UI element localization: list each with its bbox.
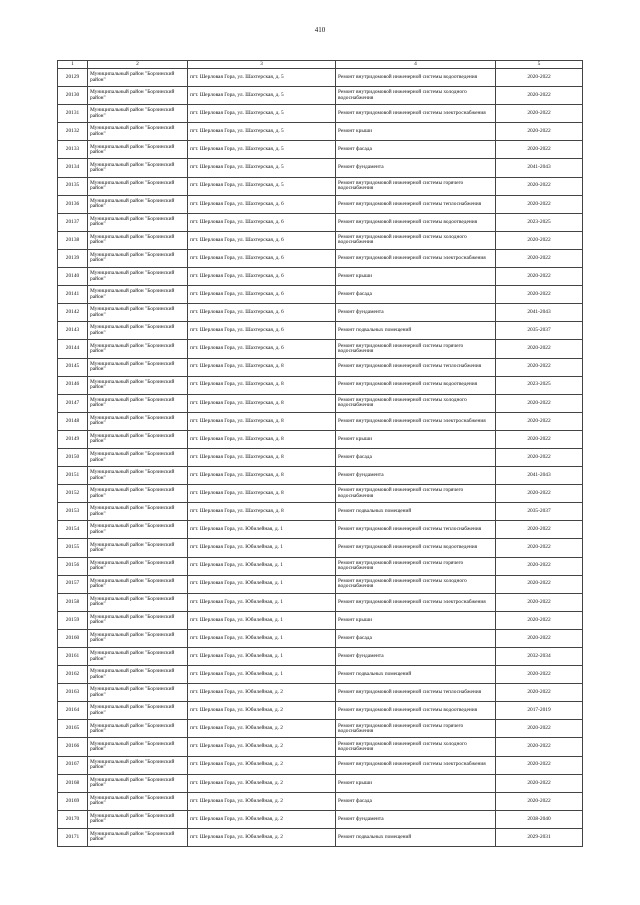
row-number-cell: 20155 <box>58 539 88 557</box>
period-cell: 2020-2022 <box>496 485 583 503</box>
address-cell: пгт. Шерловая Гора, ул. Юбилейная, д. 1 <box>188 575 336 593</box>
table-row <box>58 593 583 611</box>
address-cell: пгт. Шерловая Гора, ул. Шахтерская, д. 6 <box>188 286 336 304</box>
municipality-cell: Муниципальный район "Борзинский район" <box>88 593 188 611</box>
period-cell: 2041-2043 <box>496 467 583 485</box>
repair-schedule-table <box>57 60 583 847</box>
work-type-cell: Ремонт внутридомовой инженерной системы электроснабжения <box>336 249 496 267</box>
work-type-cell: Ремонт внутридомовой инженерной системы горячего водоснабжения <box>336 340 496 358</box>
row-number-cell: 20162 <box>58 666 88 684</box>
municipality-cell: Муниципальный район "Борзинский район" <box>88 575 188 593</box>
row-number-cell: 20157 <box>58 575 88 593</box>
address-cell: пгт. Шерловая Гора, ул. Шахтерская, д. 6 <box>188 249 336 267</box>
address-cell: пгт. Шерловая Гора, ул. Юбилейная, д. 2 <box>188 828 336 846</box>
address-cell: пгт. Шерловая Гора, ул. Шахтерская, д. 6 <box>188 231 336 249</box>
work-type-cell: Ремонт крыши <box>336 611 496 629</box>
period-cell: 2020-2022 <box>496 249 583 267</box>
row-number-cell: 20147 <box>58 394 88 412</box>
municipality-cell: Муниципальный район "Борзинский район" <box>88 539 188 557</box>
table-row <box>58 249 583 267</box>
work-type-cell: Ремонт внутридомовой инженерной системы электроснабжения <box>336 593 496 611</box>
address-cell: пгт. Шерловая Гора, ул. Шахтерская, д. 8 <box>188 448 336 466</box>
column-header: 5 <box>496 61 583 69</box>
table-row <box>58 648 583 666</box>
municipality-cell: Муниципальный район "Борзинский район" <box>88 774 188 792</box>
address-cell: пгт. Шерловая Гора, ул. Шахтерская, д. 6 <box>188 195 336 213</box>
work-type-cell: Ремонт подвальных помещений <box>336 322 496 340</box>
municipality-cell: Муниципальный район "Борзинский район" <box>88 268 188 286</box>
row-number-cell: 20170 <box>58 810 88 828</box>
address-cell: пгт. Шерловая Гора, ул. Юбилейная, д. 2 <box>188 702 336 720</box>
table-row <box>58 394 583 412</box>
row-number-cell: 20135 <box>58 177 88 195</box>
municipality-cell: Муниципальный район "Борзинский район" <box>88 249 188 267</box>
table-row <box>58 231 583 249</box>
table-row <box>58 720 583 738</box>
municipality-cell: Муниципальный район "Борзинский район" <box>88 684 188 702</box>
address-cell: пгт. Шерловая Гора, ул. Шахтерская, д. 8 <box>188 412 336 430</box>
period-cell: 2017-2019 <box>496 702 583 720</box>
work-type-cell: Ремонт фундамента <box>336 304 496 322</box>
table-row <box>58 322 583 340</box>
row-number-cell: 20153 <box>58 503 88 521</box>
row-number-cell: 20152 <box>58 485 88 503</box>
row-number-cell: 20129 <box>58 69 88 87</box>
table-row <box>58 286 583 304</box>
row-number-cell: 20149 <box>58 430 88 448</box>
work-type-cell: Ремонт внутридомовой инженерной системы электроснабжения <box>336 412 496 430</box>
municipality-cell: Муниципальный район "Борзинский район" <box>88 738 188 756</box>
table-row <box>58 738 583 756</box>
address-cell: пгт. Шерловая Гора, ул. Шахтерская, д. 5 <box>188 141 336 159</box>
row-number-cell: 20161 <box>58 648 88 666</box>
period-cell: 2020-2022 <box>496 195 583 213</box>
column-header: 2 <box>88 61 188 69</box>
work-type-cell: Ремонт внутридомовой инженерной системы водоотведения <box>336 69 496 87</box>
period-cell: 2020-2022 <box>496 412 583 430</box>
municipality-cell: Муниципальный район "Борзинский район" <box>88 69 188 87</box>
address-cell: пгт. Шерловая Гора, ул. Юбилейная, д. 1 <box>188 593 336 611</box>
table-row <box>58 123 583 141</box>
period-cell: 2020-2022 <box>496 611 583 629</box>
table-row <box>58 629 583 647</box>
period-cell: 2020-2022 <box>496 575 583 593</box>
municipality-cell: Муниципальный район "Борзинский район" <box>88 340 188 358</box>
row-number-cell: 20132 <box>58 123 88 141</box>
table-row <box>58 684 583 702</box>
row-number-cell: 20145 <box>58 358 88 376</box>
address-cell: пгт. Шерловая Гора, ул. Шахтерская, д. 5 <box>188 69 336 87</box>
period-cell: 2020-2022 <box>496 123 583 141</box>
table-row <box>58 177 583 195</box>
address-cell: пгт. Шерловая Гора, ул. Юбилейная, д. 2 <box>188 810 336 828</box>
address-cell: пгт. Шерловая Гора, ул. Шахтерская, д. 8 <box>188 467 336 485</box>
work-type-cell: Ремонт крыши <box>336 774 496 792</box>
municipality-cell: Муниципальный район "Борзинский район" <box>88 159 188 177</box>
work-type-cell: Ремонт внутридомовой инженерной системы теплоснабжения <box>336 195 496 213</box>
municipality-cell: Муниципальный район "Борзинский район" <box>88 430 188 448</box>
row-number-cell: 20137 <box>58 213 88 231</box>
work-type-cell: Ремонт фасада <box>336 629 496 647</box>
address-cell: пгт. Шерловая Гора, ул. Юбилейная, д. 1 <box>188 539 336 557</box>
row-number-cell: 20133 <box>58 141 88 159</box>
table-row <box>58 69 583 87</box>
municipality-cell: Муниципальный район "Борзинский район" <box>88 629 188 647</box>
municipality-cell: Муниципальный район "Борзинский район" <box>88 358 188 376</box>
work-type-cell: Ремонт подвальных помещений <box>336 666 496 684</box>
address-cell: пгт. Шерловая Гора, ул. Юбилейная, д. 2 <box>188 720 336 738</box>
work-type-cell: Ремонт фундамента <box>336 467 496 485</box>
address-cell: пгт. Шерловая Гора, ул. Шахтерская, д. 6 <box>188 340 336 358</box>
work-type-cell: Ремонт фундамента <box>336 648 496 666</box>
period-cell: 2032-2034 <box>496 648 583 666</box>
table-row <box>58 557 583 575</box>
row-number-cell: 20131 <box>58 105 88 123</box>
period-cell: 2020-2022 <box>496 69 583 87</box>
period-cell: 2041-2043 <box>496 159 583 177</box>
work-type-cell: Ремонт фасада <box>336 792 496 810</box>
table-header-row <box>58 61 583 69</box>
period-cell: 2020-2022 <box>496 105 583 123</box>
row-number-cell: 20158 <box>58 593 88 611</box>
municipality-cell: Муниципальный район "Борзинский район" <box>88 231 188 249</box>
period-cell: 2041-2043 <box>496 304 583 322</box>
table-row <box>58 358 583 376</box>
work-type-cell: Ремонт подвальных помещений <box>336 828 496 846</box>
row-number-cell: 20143 <box>58 322 88 340</box>
period-cell: 2020-2022 <box>496 177 583 195</box>
period-cell: 2020-2022 <box>496 539 583 557</box>
period-cell: 2020-2022 <box>496 557 583 575</box>
table-row <box>58 503 583 521</box>
table-row <box>58 702 583 720</box>
address-cell: пгт. Шерловая Гора, ул. Шахтерская, д. 6 <box>188 268 336 286</box>
row-number-cell: 20141 <box>58 286 88 304</box>
row-number-cell: 20160 <box>58 629 88 647</box>
row-number-cell: 20140 <box>58 268 88 286</box>
address-cell: пгт. Шерловая Гора, ул. Шахтерская, д. 8 <box>188 394 336 412</box>
table-row <box>58 340 583 358</box>
row-number-cell: 20134 <box>58 159 88 177</box>
municipality-cell: Муниципальный район "Борзинский район" <box>88 195 188 213</box>
municipality-cell: Муниципальный район "Борзинский район" <box>88 412 188 430</box>
municipality-cell: Муниципальный район "Борзинский район" <box>88 394 188 412</box>
row-number-cell: 20163 <box>58 684 88 702</box>
row-number-cell: 20151 <box>58 467 88 485</box>
period-cell: 2029-2031 <box>496 828 583 846</box>
address-cell: пгт. Шерловая Гора, ул. Юбилейная, д. 1 <box>188 611 336 629</box>
address-cell: пгт. Шерловая Гора, ул. Шахтерская, д. 8 <box>188 503 336 521</box>
address-cell: пгт. Шерловая Гора, ул. Юбилейная, д. 2 <box>188 792 336 810</box>
work-type-cell: Ремонт подвальных помещений <box>336 503 496 521</box>
work-type-cell: Ремонт внутридомовой инженерной системы холодного водоснабжения <box>336 575 496 593</box>
period-cell: 2020-2022 <box>496 521 583 539</box>
municipality-cell: Муниципальный район "Борзинский район" <box>88 448 188 466</box>
table-body <box>58 69 583 847</box>
municipality-cell: Муниципальный район "Борзинский район" <box>88 467 188 485</box>
municipality-cell: Муниципальный район "Борзинский район" <box>88 177 188 195</box>
municipality-cell: Муниципальный район "Борзинский район" <box>88 123 188 141</box>
work-type-cell: Ремонт фундамента <box>336 159 496 177</box>
work-type-cell: Ремонт внутридомовой инженерной системы холодного водоснабжения <box>336 394 496 412</box>
municipality-cell: Муниципальный район "Борзинский район" <box>88 756 188 774</box>
address-cell: пгт. Шерловая Гора, ул. Шахтерская, д. 5 <box>188 177 336 195</box>
municipality-cell: Муниципальный район "Борзинский район" <box>88 648 188 666</box>
municipality-cell: Муниципальный район "Борзинский район" <box>88 611 188 629</box>
period-cell: 2020-2022 <box>496 340 583 358</box>
row-number-cell: 20156 <box>58 557 88 575</box>
address-cell: пгт. Шерловая Гора, ул. Шахтерская, д. 8 <box>188 358 336 376</box>
address-cell: пгт. Шерловая Гора, ул. Юбилейная, д. 2 <box>188 684 336 702</box>
municipality-cell: Муниципальный район "Борзинский район" <box>88 702 188 720</box>
column-header: 1 <box>58 61 88 69</box>
table-row <box>58 810 583 828</box>
table-row <box>58 467 583 485</box>
municipality-cell: Муниципальный район "Борзинский район" <box>88 213 188 231</box>
municipality-cell: Муниципальный район "Борзинский район" <box>88 87 188 105</box>
table-row <box>58 412 583 430</box>
period-cell: 2020-2022 <box>496 268 583 286</box>
work-type-cell: Ремонт внутридомовой инженерной системы теплоснабжения <box>336 684 496 702</box>
work-type-cell: Ремонт внутридомовой инженерной системы водоотведения <box>336 539 496 557</box>
work-type-cell: Ремонт внутридомовой инженерной системы электроснабжения <box>336 105 496 123</box>
address-cell: пгт. Шерловая Гора, ул. Юбилейная, д. 2 <box>188 756 336 774</box>
municipality-cell: Муниципальный район "Борзинский район" <box>88 666 188 684</box>
table-row <box>58 430 583 448</box>
period-cell: 2020-2022 <box>496 666 583 684</box>
table-row <box>58 756 583 774</box>
row-number-cell: 20142 <box>58 304 88 322</box>
table-row <box>58 141 583 159</box>
address-cell: пгт. Шерловая Гора, ул. Юбилейная, д. 2 <box>188 774 336 792</box>
period-cell: 2020-2022 <box>496 358 583 376</box>
table-row <box>58 268 583 286</box>
table-row <box>58 105 583 123</box>
address-cell: пгт. Шерловая Гора, ул. Шахтерская, д. 5 <box>188 105 336 123</box>
row-number-cell: 20169 <box>58 792 88 810</box>
row-number-cell: 20165 <box>58 720 88 738</box>
address-cell: пгт. Шерловая Гора, ул. Шахтерская, д. 8 <box>188 485 336 503</box>
row-number-cell: 20164 <box>58 702 88 720</box>
address-cell: пгт. Шерловая Гора, ул. Шахтерская, д. 6 <box>188 304 336 322</box>
address-cell: пгт. Шерловая Гора, ул. Шахтерская, д. 5 <box>188 159 336 177</box>
row-number-cell: 20150 <box>58 448 88 466</box>
period-cell: 2020-2022 <box>496 394 583 412</box>
period-cell: 2020-2022 <box>496 720 583 738</box>
table-row <box>58 611 583 629</box>
period-cell: 2020-2022 <box>496 448 583 466</box>
period-cell: 2020-2022 <box>496 792 583 810</box>
work-type-cell: Ремонт внутридомовой инженерной системы горячего водоснабжения <box>336 557 496 575</box>
row-number-cell: 20154 <box>58 521 88 539</box>
work-type-cell: Ремонт фасада <box>336 448 496 466</box>
period-cell: 2020-2022 <box>496 231 583 249</box>
work-type-cell: Ремонт внутридомовой инженерной системы теплоснабжения <box>336 521 496 539</box>
column-header: 3 <box>188 61 336 69</box>
table-row <box>58 448 583 466</box>
table-row <box>58 575 583 593</box>
work-type-cell: Ремонт крыши <box>336 430 496 448</box>
table-row <box>58 521 583 539</box>
work-type-cell: Ремонт внутридомовой инженерной системы электроснабжения <box>336 756 496 774</box>
municipality-cell: Муниципальный район "Борзинский район" <box>88 792 188 810</box>
period-cell: 2020-2022 <box>496 87 583 105</box>
work-type-cell: Ремонт внутридомовой инженерной системы водоотведения <box>336 213 496 231</box>
period-cell: 2020-2022 <box>496 286 583 304</box>
municipality-cell: Муниципальный район "Борзинский район" <box>88 485 188 503</box>
row-number-cell: 20136 <box>58 195 88 213</box>
row-number-cell: 20144 <box>58 340 88 358</box>
row-number-cell: 20168 <box>58 774 88 792</box>
table-row <box>58 774 583 792</box>
table-row <box>58 792 583 810</box>
period-cell: 2020-2022 <box>496 629 583 647</box>
address-cell: пгт. Шерловая Гора, ул. Юбилейная, д. 1 <box>188 557 336 575</box>
column-header: 4 <box>336 61 496 69</box>
municipality-cell: Муниципальный район "Борзинский район" <box>88 810 188 828</box>
work-type-cell: Ремонт внутридомовой инженерной системы водоотведения <box>336 702 496 720</box>
municipality-cell: Муниципальный район "Борзинский район" <box>88 503 188 521</box>
work-type-cell: Ремонт внутридомовой инженерной системы теплоснабжения <box>336 358 496 376</box>
period-cell: 2020-2022 <box>496 430 583 448</box>
period-cell: 2020-2022 <box>496 684 583 702</box>
table-row <box>58 159 583 177</box>
work-type-cell: Ремонт внутридомовой инженерной системы горячего водоснабжения <box>336 485 496 503</box>
row-number-cell: 20171 <box>58 828 88 846</box>
address-cell: пгт. Шерловая Гора, ул. Юбилейная, д. 1 <box>188 648 336 666</box>
municipality-cell: Муниципальный район "Борзинский район" <box>88 376 188 394</box>
period-cell: 2020-2022 <box>496 756 583 774</box>
work-type-cell: Ремонт внутридомовой инженерной системы холодного водоснабжения <box>336 738 496 756</box>
row-number-cell: 20167 <box>58 756 88 774</box>
municipality-cell: Муниципальный район "Борзинский район" <box>88 322 188 340</box>
period-cell: 2020-2022 <box>496 141 583 159</box>
work-type-cell: Ремонт внутридомовой инженерной системы холодного водоснабжения <box>336 231 496 249</box>
row-number-cell: 20166 <box>58 738 88 756</box>
period-cell: 2035-2037 <box>496 322 583 340</box>
period-cell: 2020-2022 <box>496 593 583 611</box>
work-type-cell: Ремонт крыши <box>336 268 496 286</box>
address-cell: пгт. Шерловая Гора, ул. Юбилейная, д. 2 <box>188 738 336 756</box>
address-cell: пгт. Шерловая Гора, ул. Юбилейная, д. 1 <box>188 666 336 684</box>
address-cell: пгт. Шерловая Гора, ул. Шахтерская, д. 8 <box>188 376 336 394</box>
municipality-cell: Муниципальный район "Борзинский район" <box>88 557 188 575</box>
period-cell: 2035-2037 <box>496 503 583 521</box>
work-type-cell: Ремонт внутридомовой инженерной системы горячего водоснабжения <box>336 720 496 738</box>
municipality-cell: Муниципальный район "Борзинский район" <box>88 521 188 539</box>
municipality-cell: Муниципальный район "Борзинский район" <box>88 828 188 846</box>
municipality-cell: Муниципальный район "Борзинский район" <box>88 105 188 123</box>
row-number-cell: 20146 <box>58 376 88 394</box>
address-cell: пгт. Шерловая Гора, ул. Шахтерская, д. 8 <box>188 430 336 448</box>
address-cell: пгт. Шерловая Гора, ул. Шахтерская, д. 5 <box>188 87 336 105</box>
work-type-cell: Ремонт крыши <box>336 123 496 141</box>
table-row <box>58 485 583 503</box>
table-row <box>58 828 583 846</box>
address-cell: пгт. Шерловая Гора, ул. Шахтерская, д. 5 <box>188 123 336 141</box>
work-type-cell: Ремонт внутридомовой инженерной системы горячего водоснабжения <box>336 177 496 195</box>
period-cell: 2020-2022 <box>496 774 583 792</box>
period-cell: 2023-2025 <box>496 376 583 394</box>
row-number-cell: 20130 <box>58 87 88 105</box>
table-row <box>58 213 583 231</box>
page-number: 410 <box>314 26 326 34</box>
table-row <box>58 87 583 105</box>
work-type-cell: Ремонт внутридомовой инженерной системы водоотведения <box>336 376 496 394</box>
period-cell: 2038-2040 <box>496 810 583 828</box>
table-row <box>58 195 583 213</box>
address-cell: пгт. Шерловая Гора, ул. Шахтерская, д. 6 <box>188 322 336 340</box>
row-number-cell: 20159 <box>58 611 88 629</box>
address-cell: пгт. Шерловая Гора, ул. Юбилейная, д. 1 <box>188 629 336 647</box>
row-number-cell: 20138 <box>58 231 88 249</box>
address-cell: пгт. Шерловая Гора, ул. Юбилейная, д. 1 <box>188 521 336 539</box>
municipality-cell: Муниципальный район "Борзинский район" <box>88 141 188 159</box>
table-row <box>58 304 583 322</box>
municipality-cell: Муниципальный район "Борзинский район" <box>88 286 188 304</box>
municipality-cell: Муниципальный район "Борзинский район" <box>88 304 188 322</box>
row-number-cell: 20139 <box>58 249 88 267</box>
table-row <box>58 376 583 394</box>
work-type-cell: Ремонт фундамента <box>336 810 496 828</box>
period-cell: 2020-2022 <box>496 738 583 756</box>
work-type-cell: Ремонт внутридомовой инженерной системы холодного водоснабжения <box>336 87 496 105</box>
table-row <box>58 666 583 684</box>
period-cell: 2023-2025 <box>496 213 583 231</box>
table-row <box>58 539 583 557</box>
row-number-cell: 20148 <box>58 412 88 430</box>
municipality-cell: Муниципальный район "Борзинский район" <box>88 720 188 738</box>
address-cell: пгт. Шерловая Гора, ул. Шахтерская, д. 6 <box>188 213 336 231</box>
work-type-cell: Ремонт фасада <box>336 286 496 304</box>
work-type-cell: Ремонт фасада <box>336 141 496 159</box>
